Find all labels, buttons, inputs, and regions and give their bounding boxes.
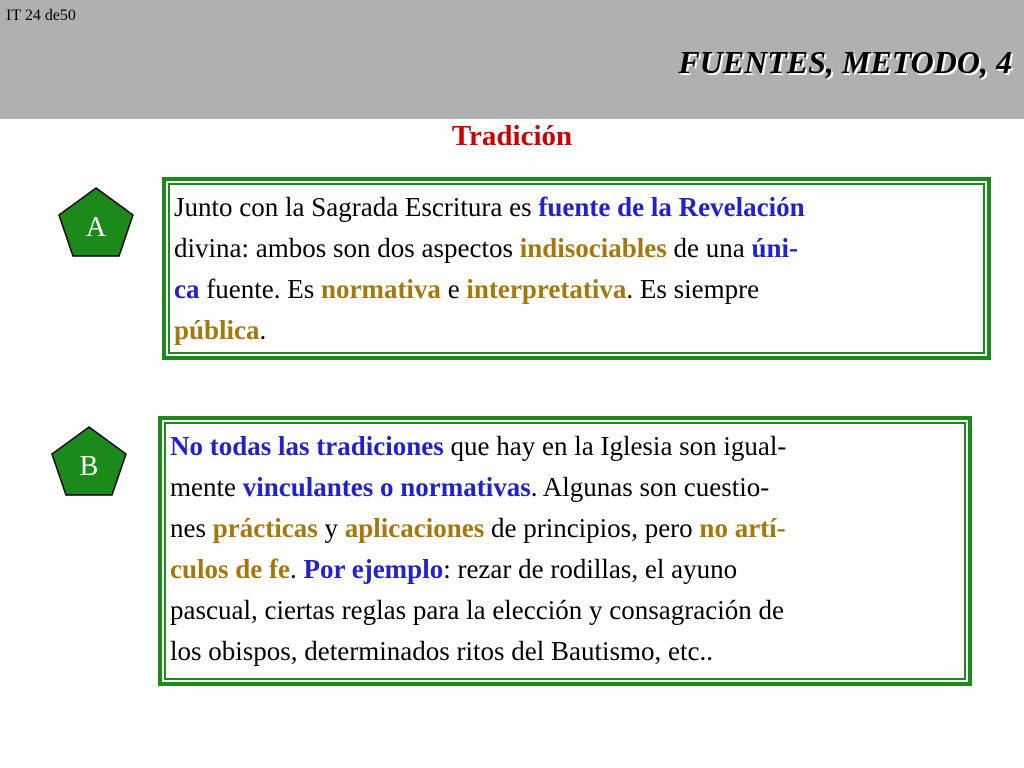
body-text: los obispos, determinados ritos del Bautismo, etc.. (170, 636, 713, 666)
pentagon-badge-a (57, 186, 135, 258)
body-text: y (317, 513, 345, 543)
text-line (170, 508, 960, 549)
body-text: . Es siempre (626, 274, 760, 304)
emphasis-text: Por ejemplo (303, 554, 444, 584)
body-text: : rezar de rodillas, el ayuno (443, 554, 738, 584)
text-line (174, 310, 979, 351)
body-text: de principios, pero (484, 513, 700, 543)
text-line (170, 426, 960, 467)
emphasis-text: pública (174, 315, 260, 345)
body-text: . (259, 315, 267, 345)
emphasis-text: culos de fe (170, 554, 290, 584)
body-text: que hay en la Iglesia son igual- (443, 431, 787, 461)
emphasis-text: prácticas (212, 513, 318, 543)
body-text: pascual, ciertas reglas para la elección y consagración de (170, 595, 784, 625)
text-line (174, 187, 979, 228)
body-text: e (440, 274, 467, 304)
text-line (170, 467, 960, 508)
body-text: nes (170, 513, 213, 543)
slide-number: IT 24 de50 (6, 7, 76, 24)
text-line (170, 631, 960, 672)
text-line (174, 228, 979, 269)
text-line (174, 269, 979, 310)
emphasis-text: No todas las tradiciones (170, 431, 444, 461)
section-title: Tradición (451, 120, 573, 152)
body-text: mente (170, 472, 243, 502)
emphasis-text: aplicaciones (344, 513, 485, 543)
badge-label-a: A (85, 212, 107, 243)
emphasis-text: úni- (751, 233, 799, 263)
emphasis-text: indisociables (519, 233, 667, 263)
text-line (170, 590, 960, 631)
body-text: Junto con la Sagrada Escritura es (174, 192, 539, 222)
emphasis-text: interpretativa (466, 274, 627, 304)
emphasis-text: normativa (320, 274, 441, 304)
emphasis-text: fuente de la Revelación (538, 192, 805, 222)
emphasis-text: vinculantes o normativas (242, 472, 531, 502)
body-text: fuente. Es (199, 274, 321, 304)
slide-title: FUENTES, METODO, 4 (678, 44, 1012, 80)
badge-label-b: B (79, 451, 99, 482)
definition-box-b (158, 416, 972, 686)
body-text: de una (666, 233, 752, 263)
body-text: . Algunas son cuestio- (530, 472, 770, 502)
definition-text-b (170, 426, 960, 672)
definition-box-a (162, 177, 991, 360)
text-line (170, 549, 960, 590)
body-text: divina: ambos son dos aspectos (174, 233, 520, 263)
emphasis-text: ca (174, 274, 200, 304)
pentagon-badge-b (50, 425, 128, 497)
header-band (0, 0, 1024, 119)
body-text: . (289, 554, 304, 584)
emphasis-text: no artí- (699, 513, 786, 543)
definition-text-a (174, 187, 979, 351)
